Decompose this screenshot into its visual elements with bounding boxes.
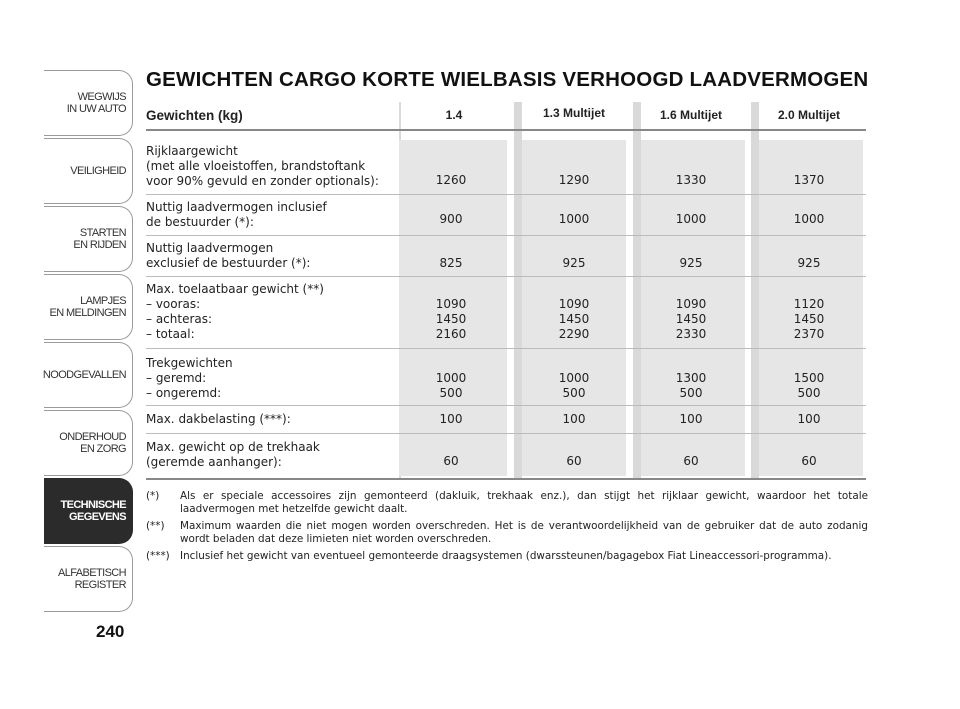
footnote [146, 490, 868, 516]
header-col-4: 2.0 Multijet [777, 108, 840, 122]
footnote-text: Als er speciale accessoires zijn gemonteerd (dakluik, trekhaak enz.), dan stijgt het rijklaar gewicht, waardoor het totale laadvermogen met hetzelfde gewicht daalt. [180, 490, 868, 515]
cell-value: 1090 1450 2290 [558, 297, 590, 341]
tab-technische-gegevens[interactable] [44, 478, 133, 544]
row-divider [146, 433, 866, 434]
header-col-3: 1.6 Multijet [659, 108, 722, 122]
tab-label: EN MELDINGEN [49, 307, 126, 319]
row-divider [146, 405, 866, 406]
tab-label: EN RIJDEN [73, 239, 126, 251]
tab-onderhoud[interactable] [44, 410, 133, 476]
chapter-sidebar [44, 70, 133, 614]
row-label: Rijklaargewicht (met alle vloeistoffen, brandstoftank voor 90% gevuld en zonder optionals): [146, 144, 379, 188]
cell-value: 1120 1450 2370 [793, 297, 825, 341]
cell-value: 60 [683, 454, 699, 468]
cell-value: 1090 1450 2330 [675, 297, 707, 341]
cell-value: 1000 500 [558, 371, 590, 400]
cell-value: 1000 [558, 212, 590, 226]
footnote-mark: (***) [146, 550, 170, 562]
tab-veiligheid[interactable] [44, 138, 133, 204]
cell-value: 100 [439, 412, 463, 426]
tab-label: VEILIGHEID [70, 165, 126, 177]
footnote-mark: (*) [146, 490, 160, 502]
cell-value: 1090 1450 2160 [435, 297, 467, 341]
cell-value: 825 [439, 256, 463, 270]
cell-value: 1300 500 [675, 371, 707, 400]
cell-value: 900 [439, 212, 463, 226]
cell-value: 100 [562, 412, 586, 426]
tab-starten[interactable] [44, 206, 133, 272]
cell-value: 1290 [558, 173, 590, 187]
row-label: Max. dakbelasting (***): [146, 412, 291, 426]
tab-lampjes[interactable] [44, 274, 133, 340]
tab-label: EN ZORG [80, 443, 126, 455]
cell-value: 925 [562, 256, 586, 270]
cell-value: 1000 [793, 212, 825, 226]
row-divider [146, 348, 866, 349]
page-title: GEWICHTEN CARGO KORTE WIELBASIS VERHOOGD LAADVERMOGEN [146, 68, 869, 91]
cell-value: 1000 500 [435, 371, 467, 400]
footnote [146, 550, 868, 563]
tab-label: STARTEN [79, 227, 126, 239]
row-label: Max. toelaatbaar gewicht (**) – vooras: – achteras: – totaal: [146, 282, 324, 341]
row-divider [146, 235, 866, 236]
tab-noodgevallen[interactable] [44, 342, 133, 408]
cell-value: 60 [801, 454, 817, 468]
footnote-text: Inclusief het gewicht van eventueel gemonteerde draagsystemen (dwarssteunen/bagagebox Fiat Lineaccessori-programma). [180, 550, 832, 562]
weights-table [146, 102, 866, 480]
row-label: Trekgewichten – geremd: – ongeremd: [146, 356, 233, 400]
row-label: Max. gewicht op de trekhaak (geremde aanhanger): [146, 440, 320, 469]
cell-value: 1260 [435, 173, 467, 187]
tab-label: GEGEVENS [69, 511, 126, 523]
row-divider [146, 194, 866, 195]
row-divider [146, 276, 866, 277]
header-col-1: 1.4 [445, 108, 463, 122]
cell-value: 100 [679, 412, 703, 426]
header-label: Gewichten (kg) [146, 108, 243, 123]
tab-label: REGISTER [74, 579, 126, 591]
tab-label: WEGWIJS [77, 91, 126, 103]
footnote-text: Maximum waarden die niet mogen worden overschreden. Het is de verantwoordelijkheid van de gebruiker dat de auto zodanig wordt beladen dat deze limieten niet worden overschreden. [180, 520, 868, 545]
cell-value: 1000 [675, 212, 707, 226]
tab-wegwijs[interactable] [44, 70, 133, 136]
cell-value: 925 [797, 256, 821, 270]
cell-value: 60 [443, 454, 459, 468]
cell-value: 1370 [793, 173, 825, 187]
tab-label: ONDERHOUD [59, 431, 126, 443]
tab-alfabetisch-register[interactable] [44, 546, 133, 612]
tab-label: ALFABETISCH [58, 567, 126, 579]
cell-value: 1330 [675, 173, 707, 187]
cell-value: 1500 500 [793, 371, 825, 400]
tab-label: NOODGEVALLEN [42, 369, 126, 381]
cell-value: 925 [679, 256, 703, 270]
cell-value: 60 [566, 454, 582, 468]
cell-value: 100 [797, 412, 821, 426]
row-label: Nuttig laadvermogen inclusief de bestuurder (*): [146, 200, 327, 229]
tab-label: TECHNISCHE [60, 499, 126, 511]
footnotes [146, 490, 868, 567]
footnote [146, 520, 868, 546]
row-label: Nuttig laadvermogen exclusief de bestuurder (*): [146, 241, 311, 270]
header-col-2: 1.3 Multijet [542, 106, 605, 120]
table-bottom-rule [146, 478, 866, 480]
footnote-mark: (**) [146, 520, 165, 532]
header-rule [146, 129, 866, 131]
tab-label: IN UW AUTO [66, 103, 126, 115]
page-number: 240 [96, 622, 125, 641]
tab-label: LAMPJES [80, 295, 126, 307]
